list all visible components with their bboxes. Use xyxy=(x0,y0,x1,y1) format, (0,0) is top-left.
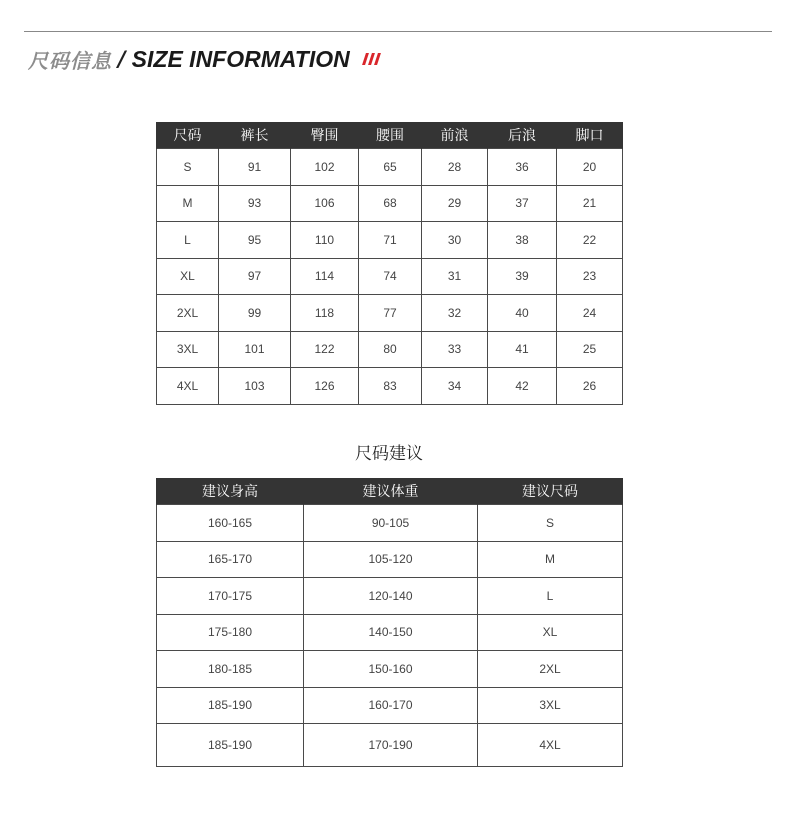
table-cell: 175-180 xyxy=(157,614,304,651)
table-cell: 91 xyxy=(219,149,291,186)
table-cell: 120-140 xyxy=(304,578,478,615)
table-cell: 23 xyxy=(557,258,623,295)
table-cell: 28 xyxy=(422,149,488,186)
table-cell: L xyxy=(478,578,623,615)
table-row xyxy=(157,258,623,295)
column-header: 建议尺码 xyxy=(478,478,623,505)
table-cell: 83 xyxy=(359,368,422,405)
table-cell: 33 xyxy=(422,331,488,368)
table-cell: S xyxy=(478,505,623,542)
recommendation-header-row xyxy=(157,478,623,505)
table-cell: 38 xyxy=(488,222,557,259)
table-cell: 3XL xyxy=(157,331,219,368)
table-cell: 185-190 xyxy=(157,724,304,767)
table-row xyxy=(157,368,623,405)
table-cell: 2XL xyxy=(157,295,219,332)
table-cell: 160-170 xyxy=(304,687,478,724)
table-cell: 122 xyxy=(291,331,359,368)
column-header: 臀围 xyxy=(291,122,359,149)
table-cell: 40 xyxy=(488,295,557,332)
column-header: 腰围 xyxy=(359,122,422,149)
column-header: 后浪 xyxy=(488,122,557,149)
column-header: 建议身高 xyxy=(157,478,304,505)
size-recommendation-table xyxy=(156,478,623,767)
table-cell: 68 xyxy=(359,185,422,222)
table-row xyxy=(157,331,623,368)
size-chart-header-row xyxy=(157,122,623,149)
section-heading xyxy=(28,44,379,74)
table-cell: 24 xyxy=(557,295,623,332)
table-cell: 65 xyxy=(359,149,422,186)
table-cell: 2XL xyxy=(478,651,623,688)
table-cell: M xyxy=(478,541,623,578)
table-cell: 99 xyxy=(219,295,291,332)
table-cell: 101 xyxy=(219,331,291,368)
table-row xyxy=(157,687,623,724)
recommendation-title: 尺码建议 xyxy=(355,444,423,464)
table-row xyxy=(157,614,623,651)
column-header: 建议体重 xyxy=(304,478,478,505)
heading-separator: / xyxy=(118,47,126,71)
table-cell: 4XL xyxy=(157,368,219,405)
table-cell: 110 xyxy=(291,222,359,259)
table-cell: 34 xyxy=(422,368,488,405)
table-cell: 140-150 xyxy=(304,614,478,651)
table-cell: 26 xyxy=(557,368,623,405)
table-cell: XL xyxy=(157,258,219,295)
heading-title-cn: 尺码信息 xyxy=(28,48,112,73)
table-cell: 126 xyxy=(291,368,359,405)
table-row xyxy=(157,541,623,578)
table-cell: 114 xyxy=(291,258,359,295)
table-cell: M xyxy=(157,185,219,222)
table-row xyxy=(157,222,623,259)
size-chart-table xyxy=(156,122,623,405)
table-cell: 20 xyxy=(557,149,623,186)
table-cell: 165-170 xyxy=(157,541,304,578)
table-cell: 93 xyxy=(219,185,291,222)
table-cell: 80 xyxy=(359,331,422,368)
table-cell: 118 xyxy=(291,295,359,332)
table-cell: 170-175 xyxy=(157,578,304,615)
table-cell: 150-160 xyxy=(304,651,478,688)
table-cell: 160-165 xyxy=(157,505,304,542)
table-cell: 22 xyxy=(557,222,623,259)
table-cell: 29 xyxy=(422,185,488,222)
top-divider xyxy=(24,31,772,32)
table-cell: 37 xyxy=(488,185,557,222)
table-row xyxy=(157,578,623,615)
table-cell: 77 xyxy=(359,295,422,332)
table-row xyxy=(157,295,623,332)
table-cell: 32 xyxy=(422,295,488,332)
heading-title-en: SIZE INFORMATION xyxy=(131,45,350,72)
table-cell: 36 xyxy=(488,149,557,186)
table-cell: 90-105 xyxy=(304,505,478,542)
table-cell: 39 xyxy=(488,258,557,295)
table-cell: 105-120 xyxy=(304,541,478,578)
column-header: 脚口 xyxy=(557,122,623,149)
table-cell: 21 xyxy=(557,185,623,222)
table-row xyxy=(157,651,623,688)
table-cell: 25 xyxy=(557,331,623,368)
table-cell: 170-190 xyxy=(304,724,478,767)
table-row xyxy=(157,185,623,222)
table-cell: 41 xyxy=(488,331,557,368)
column-header: 尺码 xyxy=(157,122,219,149)
column-header: 前浪 xyxy=(422,122,488,149)
table-cell: 95 xyxy=(219,222,291,259)
table-cell: 42 xyxy=(488,368,557,405)
column-header: 裤长 xyxy=(219,122,291,149)
table-cell: 3XL xyxy=(478,687,623,724)
table-cell: 4XL xyxy=(478,724,623,767)
table-cell: 180-185 xyxy=(157,651,304,688)
table-cell: 71 xyxy=(359,222,422,259)
table-cell: 30 xyxy=(422,222,488,259)
table-cell: 97 xyxy=(219,258,291,295)
table-cell: 185-190 xyxy=(157,687,304,724)
table-cell: XL xyxy=(478,614,623,651)
table-cell: 103 xyxy=(219,368,291,405)
table-cell: L xyxy=(157,222,219,259)
table-cell: 31 xyxy=(422,258,488,295)
table-cell: 102 xyxy=(291,149,359,186)
table-row xyxy=(157,149,623,186)
table-cell: 74 xyxy=(359,258,422,295)
table-cell: 106 xyxy=(291,185,359,222)
table-row xyxy=(157,724,623,767)
accent-stripes-icon xyxy=(362,53,381,65)
table-cell: S xyxy=(157,149,219,186)
table-row xyxy=(157,505,623,542)
